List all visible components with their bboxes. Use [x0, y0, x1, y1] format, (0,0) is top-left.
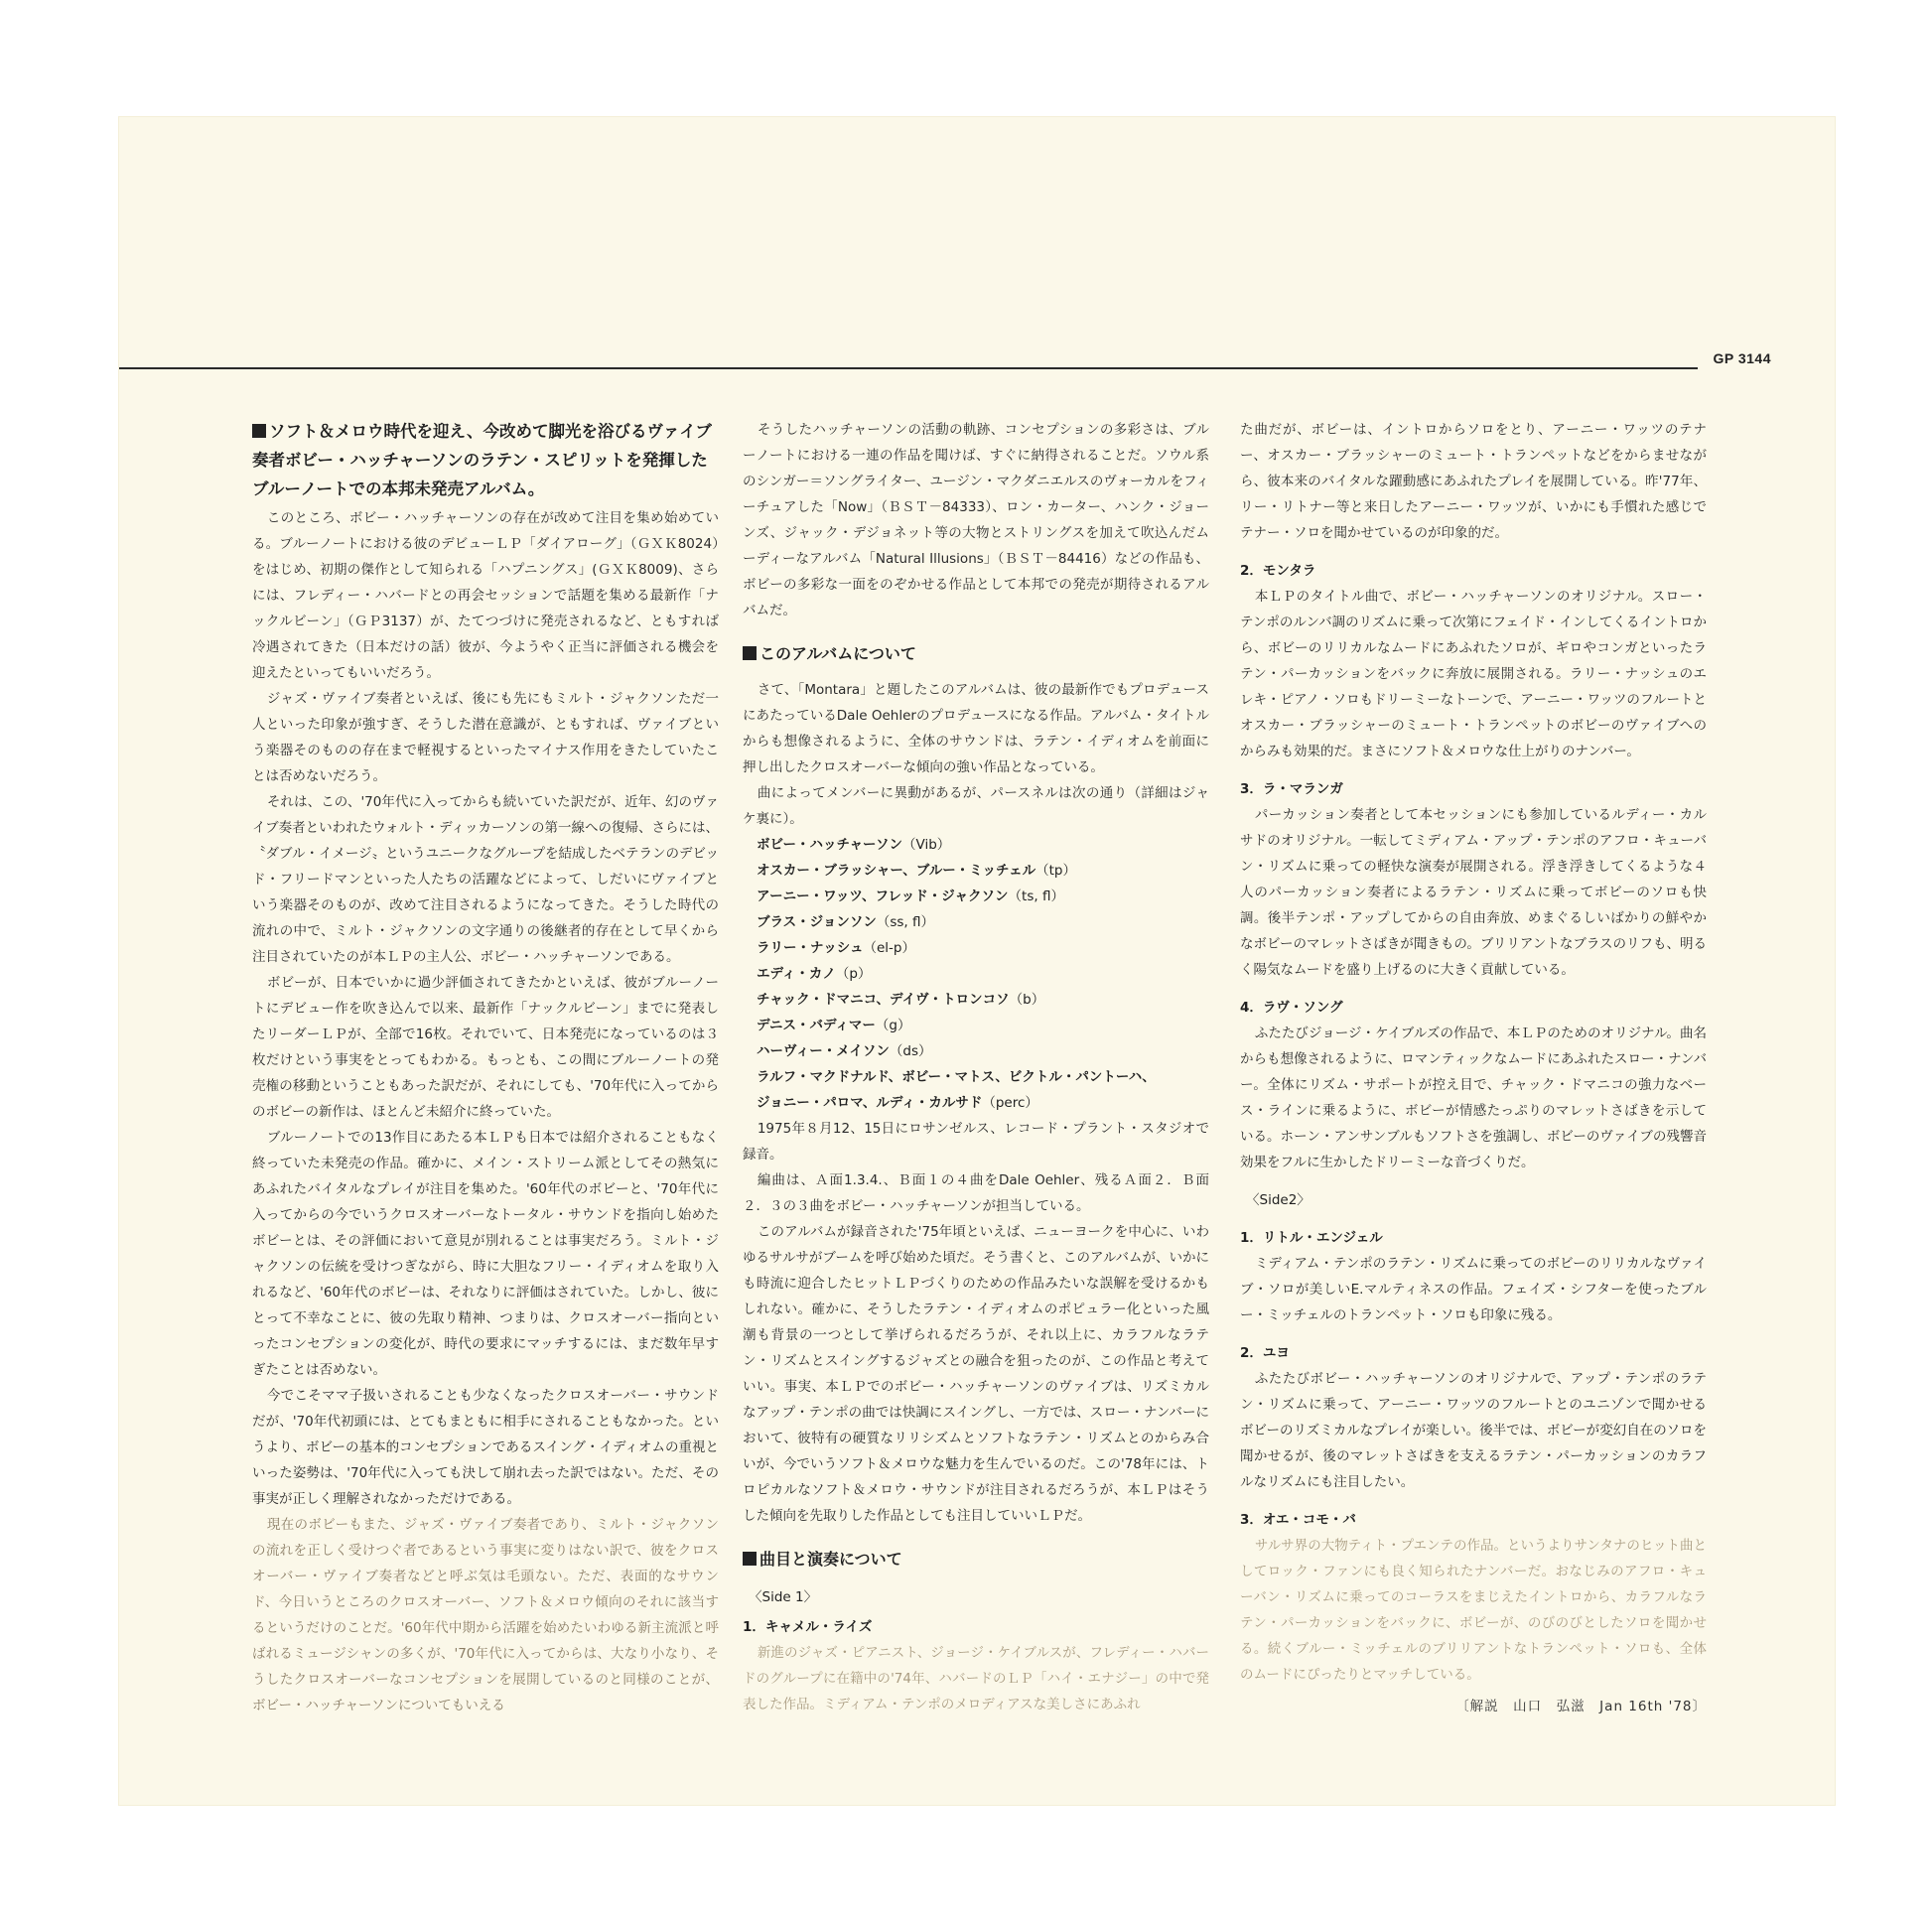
paragraph: 編曲は、Ａ面1.3.4.、Ｂ面１の４曲をDale Oehler、残るＡ面２．Ｂ面２．３の３曲をボビー・ハッチャーソンが担当している。: [743, 1172, 1209, 1214]
personnel-instrument: （ts, fl）: [1008, 889, 1064, 904]
track-description: ふたたびボビー・ハッチャーソンのオリジナルで、アップ・テンポのラテン・リズムに乗って、アーニー・ワッツのフルートとのユニゾンで聞かせるボビーのリズミカルなプレイが楽しい。後半では、ボビーが変幻自在のソロを聞かせるが、後のマレットさばきを支えるラテン・パーカッションのカラフルなリズムにも注目したい。: [1240, 1371, 1707, 1490]
paragraph: ブルーノートでの13作目にあたる本ＬＰも日本では紹介されることもなく終っていた未発売の作品。確かに、メイン・ストリーム派としてその熱気にあふれたバイタルなプレイが注目を集めた。'60年代のボビーと、'70年代に入ってからの今でいうクロスオーバーなトータル・サウンドを指向し始めたボビーとは、その評価において意見が別れることは事実だろう。ミルト・ジャクソンの伝統を受けつぎながら、時に大胆なフリー・イディオムを取り入れるなど、'60年代のボビーは、それなりに評価はされていた。しかし、彼にとって不幸なことに、彼の先取り精神、つまりは、クロスオーバー指向といったコンセプションの変化が、時代の要求にマッチするには、まだ数年早すぎたことは否めない。: [252, 1130, 719, 1378]
track-title: 3．ラ・マランガ: [1240, 781, 1343, 797]
personnel-instrument: （Vib）: [902, 837, 951, 853]
track-description: 新進のジャズ・ピアニスト、ジョージ・ケイブルスが、フレディー・ハバードのグループに在籍中の'74年、ハバードのＬＰ「ハイ・エナジー」の中で発表した作品。ミディアム・テンポのメロディアスな美しさにあふれ: [743, 1645, 1209, 1712]
square-bullet-icon: [743, 1552, 757, 1566]
personnel-names: ハーヴィー・メイソン: [757, 1043, 890, 1059]
track-title: 4．ラヴ・ソング: [1240, 1000, 1343, 1016]
paragraph: このところ、ボビー・ハッチャーソンの存在が改めて注目を集め始めている。ブルーノートにおける彼のデビューＬＰ「ダイアローグ」（ＧＸＫ8024）をはじめ、初期の傑作として知られる「ハプニングス」(ＧＸＫ8009)、さらには、フレディー・ハバードとの再会セッションで話題を集める最新作「ナックルビーン」（ＧＰ3137）が、たてつづけに発売されるなど、ともすれば冷遇されてきた（日本だけの話）彼が、今ようやく正当に評価される機会を迎えたといってもいいだろう。: [252, 510, 719, 681]
track-description: ミディアム・テンポのラテン・リズムに乗ってのボビーのリリカルなヴァイブ・ソロが美しいE.マルティネスの作品。フェイズ・シフターを使ったブルー・ミッチェルのトランペット・ソロも印象に残る。: [1240, 1256, 1707, 1323]
paragraph: た曲だが、ボビーは、イントロからソロをとり、アーニー・ワッツのテナー、オスカー・ブラッシャーのミュート・トランペットなどをからませながら、彼本来のバイタルな躍動感にあふれたプレイを展開している。昨'77年、リー・リトナー等と来日したアーニー・ワッツが、いかにも手慣れた感じでテナー・ソロを聞かせているのが印象的だ。: [1240, 422, 1707, 541]
square-bullet-icon: [743, 646, 757, 660]
personnel-instrument: （p）: [835, 966, 872, 982]
section-heading-text: このアルバムについて: [759, 644, 916, 663]
personnel-names: ボビー・ハッチャーソン: [757, 837, 903, 853]
personnel-item: [743, 961, 1209, 987]
personnel-item: [743, 884, 1209, 909]
personnel-names: エディ・カノ: [757, 966, 836, 982]
paragraph: 現在のボビーもまた、ジャズ・ヴァイブ奏者であり、ミルト・ジャクソンの流れを正しく受けつぐ者であるという事実に変りはない訳で、彼をクロスオーバー・ヴァイブ奏者などと呼ぶ気は毛頭ない。ただ、表面的なサウンド、今日いうところのクロスオーバー、ソフト＆メロウ傾向のそれに該当するというだけのことだ。'60年代中期から活躍を始めたいわゆる新主流派と呼ばれるミュージシャンの多くが、'70年代に入ってからは、大なり小なり、そうしたクロスオーバーなコンセプションを展開しているのと同様のことが、ボビー・ハッチャーソンについてもいえる: [252, 1517, 719, 1713]
track-title: 3．オエ・コモ・バ: [1240, 1512, 1356, 1528]
square-bullet-icon: [252, 424, 266, 438]
personnel-item: [743, 909, 1209, 935]
track-title: 1．キャメル・ライズ: [743, 1619, 873, 1635]
personnel-item: [743, 935, 1209, 961]
personnel-item: [743, 987, 1209, 1013]
side-1-label: 〈Side 1〉: [749, 1589, 818, 1605]
personnel-item: [743, 1064, 1209, 1090]
paragraph: 1975年８月12、15日にロサンゼルス、レコード・プラント・スタジオで録音。: [743, 1121, 1209, 1163]
personnel-names: アーニー・ワッツ、フレッド・ジャクソン: [757, 889, 1009, 904]
section-heading-text: 曲目と演奏について: [759, 1550, 902, 1569]
personnel-instrument: （g）: [875, 1018, 911, 1033]
track-description: 本ＬＰのタイトル曲で、ボビー・ハッチャーソンのオリジナル。スロー・テンポのルンバ調のリズムに乗って次第にフェイド・インしてくるイントロから、ボビーのリリカルなムードにあふれたソロが、ギロやコンガといったラテン・パーカッションをバックに奔放に展開される。ラリー・ナッシュのエレキ・ピアノ・ソロもドリーミーなトーンで、アーニー・ワッツのフルートとオスカー・ブラッシャーのミュート・トランペットのボビーのヴァイブへのからみも効果的だ。まさにソフト＆メロウな仕上がりのナンバー。: [1240, 589, 1707, 759]
track-title: 2．ユヨ: [1240, 1345, 1290, 1361]
personnel-item: [743, 1013, 1209, 1038]
paragraph: このアルバムが録音された'75年頃といえば、ニューヨークを中心に、いわゆるサルサがブームを呼び始めた頃だ。そう書くと、このアルバムが、いかにも時流に迎合したヒットＬＰづくりのための作品みたいな誤解を受けるかもしれない。確かに、そうしたラテン・イディオムのポピュラー化といった風潮も背景の一つとして挙げられるだろうが、それ以上に、カラフルなラテン・リズムとスイングするジャズとの融合を狙ったのが、この作品と考えていい。事実、本ＬＰでのボビー・ハッチャーソンのヴァイブは、リズミカルなアップ・テンポの曲では快調にスイングし、一方では、スロー・ナンバーにおいて、彼特有の硬質なリリシズムとソフトなラテン・リズムとのからみ合いが、今でいうソフト＆メロウな魅力を生んでいるのだ。この'78年には、トロピカルなソフト＆メロウ・サウンドが注目されるだろうが、本ＬＰはそうした傾向を先取りした作品としても注目していいＬＰだ。: [743, 1224, 1209, 1524]
personnel-instrument: （b）: [1009, 992, 1045, 1008]
personnel-list: [743, 832, 1209, 1116]
catalog-number: GP 3144: [1713, 350, 1771, 366]
personnel-item: [743, 858, 1209, 884]
header-rule: [119, 367, 1698, 369]
section-heading-tracks: [743, 1547, 1209, 1573]
side-2-label: 〈Side2〉: [1246, 1192, 1311, 1208]
paragraph: それは、この、'70年代に入ってからも続いていた訳だが、近年、幻のヴァイブ奏者といわれたウォルト・ディッカーソンの第一線への復帰、さらには、〝ダブル・イメージ〟というユニークなグループを結成したベテランのデビッド・フリードマンといった人たちの活躍などによって、しだいにヴァイブという楽器そのものが、改めて注目されるようになってきた。そうした時代の流れの中で、ミルト・ジャクソンの文字通りの後継者的存在として早くから注目されていたのが本ＬＰの主人公、ボビー・ハッチャーソンである。: [252, 794, 719, 965]
section-heading-about: [743, 641, 1209, 667]
personnel-names: ジョニー・パロマ、ルディ・カルサド: [757, 1095, 983, 1111]
paragraph: 曲によってメンバーに異動があるが、パースネルは次の通り（詳細はジャケ裏に）。: [743, 785, 1209, 827]
track-description: パーカッション奏者として本セッションにも参加しているルディー・カルサドのオリジナル。一転してミディアム・アップ・テンポのアフロ・キューバン・リズムに乗っての軽快な演奏が展開される。浮き浮きしてくるような４人のパーカッション奏者によるラテン・リズムに乗ってボビーのソロも快調。後半テンポ・アップしてからの自由奔放、めまぐるしいばかりの鮮やかなボビーのマレットさばきが聞きもの。ブリリアントなブラスのリフも、明るく陽気なムードを盛り上げるのに大きく貢献している。: [1240, 807, 1707, 978]
personnel-names: ラリー・ナッシュ: [757, 940, 864, 956]
track-title: 1．リトル・エンジェル: [1240, 1230, 1383, 1246]
personnel-instrument: （el-p）: [863, 940, 915, 956]
paragraph: さて、「Montara」と題したこのアルバムは、彼の最新作でもプロデュースにあたっているDale Oehlerのプロデュースになる作品。アルバム・タイトルからも想像されるように、全体のサウンドは、ラテン・イディオムを前面に押し出したクロスオーバーな傾向の強い作品となっている。: [743, 682, 1209, 775]
personnel-names: オスカー・ブラッシャー、ブルー・ミッチェル: [757, 863, 1036, 879]
personnel-names: デニス・バディマー: [757, 1018, 876, 1033]
headline-text: ソフト＆メロウ時代を迎え、今改めて脚光を浴びるヴァイブ奏者ボビー・ハッチャーソンのラテン・スピリットを発揮したブルーノートでの本邦未発売アルバム。: [252, 422, 712, 498]
personnel-item: [743, 1090, 1209, 1116]
track-description: ふたたびジョージ・ケイブルズの作品で、本ＬＰのためのオリジナル。曲名からも想像されるように、ロマンティックなムードにあふれたスロー・ナンバー。全体にリズム・サポートが控え目で、チャック・ドマニコの強力なベース・ラインに乗るように、ボビーが情感たっぷりのマレットさばきを示している。ホーン・アンサンブルもソフトさを強調し、ボビーのヴァイブの残響音効果をフルに生かしたドリーミーな音づくりだ。: [1240, 1026, 1707, 1170]
paragraph: ジャズ・ヴァイブ奏者といえば、後にも先にもミルト・ジャクソンただ一人といった印象が強すぎ、そうした潜在意識が、ともすれば、ヴァイブという楽器そのものの存在まで軽視するといったマイナス作用をきたしていたことは否めないだろう。: [252, 691, 719, 784]
personnel-names: チャック・ドマニコ、デイヴ・トロンコソ: [757, 992, 1010, 1008]
personnel-item: [743, 1038, 1209, 1064]
personnel-instrument: （ss, fl）: [876, 914, 934, 930]
personnel-names: ブラス・ジョンソン: [757, 914, 877, 930]
personnel-instrument: （ds）: [889, 1043, 932, 1059]
track-description: サルサ界の大物ティト・プエンテの作品。というよりサンタナのヒット曲としてロック・ファンにも良く知られたナンバーだ。おなじみのアフロ・キューバン・リズムに乗ってのコーラスをまじえたイントロから、カラフルなラテン・パーカッションをバックに、ボビーが、のびのびとしたソロを聞かせる。続くブルー・ミッチェルのブリリアントなトランペット・ソロも、全体のムードにぴったりとマッチしている。: [1240, 1538, 1707, 1683]
paragraph: そうしたハッチャーソンの活動の軌跡、コンセプションの多彩さは、ブルーノートにおける一連の作品を聞けば、すぐに納得されることだ。ソウル系のシンガー＝ソングライター、ユージン・マクダニエルスのヴォーカルをフィーチュアした「Now」（ＢＳＴ－84333）、ロン・カーター、ハンク・ジョーンズ、ジャック・デジョネット等の大物とストリングスを加えて吹込んだムーディーなアルバム「Natural Illusions」（ＢＳＴ－84416）などの作品も、ボビーの多彩な一面をのぞかせる作品として本邦での発売が期待されるアルバムだ。: [743, 422, 1209, 618]
column-2: [743, 417, 1209, 1717]
author-credit: 〔解説 山口 弘滋 Jan 16th '78〕: [1455, 1699, 1707, 1714]
paragraph: ボビーが、日本でいかに過少評価されてきたかといえば、彼がブルーノートにデビュー作を吹き込んで以来、最新作「ナックルビーン」までに発表したリーダーＬＰが、全部で16枚。それでいて、日本発売になっているのは３枚だけという事実をとってもわかる。もっとも、この間にブルーノートの発売権の移動ということもあった訳だが、それにしても、'70年代に入ってからのボビーの新作は、ほとんど未紹介に終っていた。: [252, 975, 719, 1120]
personnel-item: [743, 832, 1209, 858]
personnel-names: ラルフ・マクドナルド、ボビー・マトス、ビクトル・パントーハ、: [757, 1069, 1156, 1085]
paragraph: 今でこそママ子扱いされることも少なくなったクロスオーバー・サウンドだが、'70年代初頭には、とてもまともに相手にされることもなかった。というより、ボビーの基本的コンセプションであるスイング・イディオムの重視といった姿勢は、'70年代に入っても決して崩れ去った訳ではない。ただ、その事実が正しく理解されなかっただけである。: [252, 1388, 719, 1507]
track-title: 2．モンタラ: [1240, 563, 1316, 579]
personnel-instrument: （perc）: [982, 1095, 1038, 1111]
column-3: [1240, 417, 1707, 1719]
column-1: [252, 417, 719, 1718]
main-headline: [252, 417, 719, 503]
personnel-instrument: （tp）: [1035, 863, 1076, 879]
